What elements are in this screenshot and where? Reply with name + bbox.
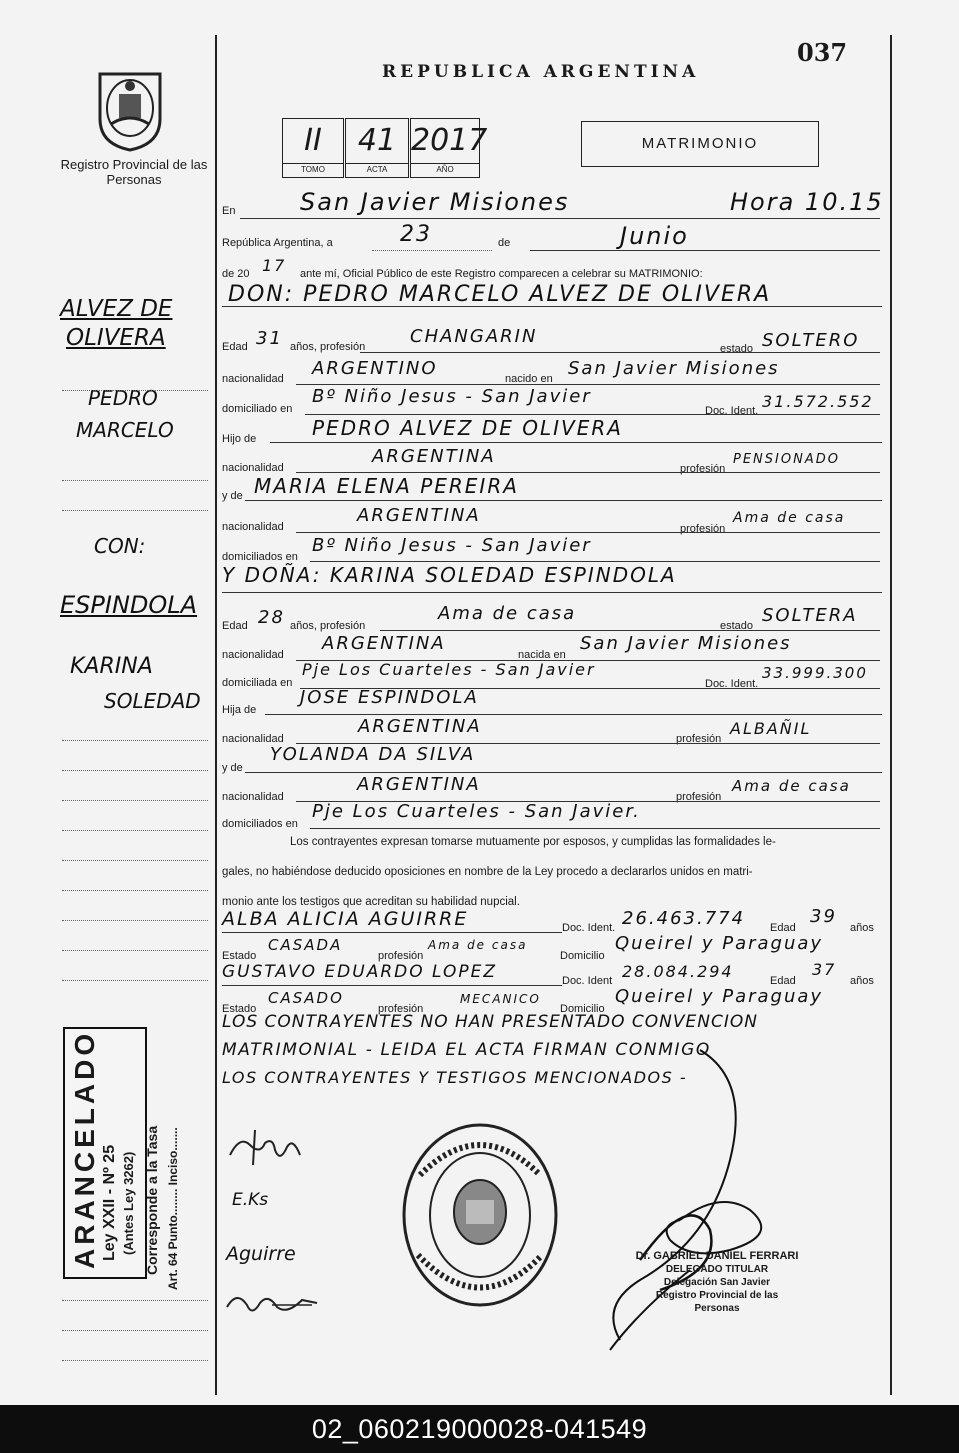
witness1-doc-label: Doc. Ident. [562,922,616,934]
arancelado-stamp [63,1027,147,1279]
spouse2-doc-label: Doc. Ident. [705,678,759,690]
spouse1-doc: 31.572.552 [762,392,874,411]
witness2-doc-label: Doc. Ident [562,975,613,987]
hour-value: Hora 10.15 [730,188,884,216]
intro-text: ante mí, Oficial Público de este Registro comparecen a celebrar su MATRIMONIO: [300,268,703,280]
spouse1-hijo-label: Hijo de [222,433,257,445]
margin-guide-1 [62,390,208,391]
spouse1-doms-rule [310,561,880,562]
spouse2-dom-label: domiciliada en [222,677,293,689]
place-rule [240,218,880,219]
year-suffix-value: 17 [262,256,287,275]
anio-label: AÑO [410,163,480,178]
spouse2-father-nat: ARGENTINA [358,716,482,737]
margin-surname1-a: ALVEZ DE [60,296,173,322]
witness1-anios-label: años [850,922,874,934]
day-value: 23 [400,222,432,247]
spouse2-father: JOSE ESPINDOLA [300,687,479,708]
witness1-doc: 26.463.774 [622,908,746,929]
spouse1-fnac-label: nacionalidad [222,462,284,474]
arancelado-title: ARANCELADO [69,1029,100,1269]
arancelado-tasa: Corresponde a la Tasa [144,1125,160,1275]
note-line-1: LOS CONTRAYENTES NO HAN PRESENTADO CONVENCION [222,1012,758,1032]
spouse2-father-prof: ALBAÑIL [730,719,812,738]
spouse2-age: 28 [258,607,285,628]
body-line-1: Los contrayentes expresan tomarse mutuamente por esposos, y cumplidas las formalidades le- [290,836,776,848]
spouse1-parents-address: Bº Niño Jesus - San Javier [312,535,592,556]
signature-4-icon [222,1285,322,1325]
spouse1-edad-label: Edad [222,341,248,353]
arancelado-law: Ley XXII - Nº 25 [101,1144,118,1261]
spouse2-nac-label: nacionalidad [222,649,284,661]
margin-guide-14 [62,1330,208,1331]
margin-con: CON: [94,534,146,558]
spouse1-mother: MARIA ELENA PEREIRA [254,474,519,498]
body-line-3: monio ante los testigos que acreditan su habilidad nupcial. [222,896,520,908]
witness1-estado: CASADA [268,936,343,954]
spouse1-profesion-label: años, profesión [290,341,366,353]
margin-guide-11 [62,950,208,951]
witness1-edad-label: Edad [770,922,796,934]
spouse1-dom-label: domiciliado en [222,403,293,415]
spouse1-nac-rule [296,384,880,385]
spouse2-mprof-label: profesión [676,791,722,803]
arancelado-article: Art. 64 Punto........ Inciso....... [166,1127,180,1290]
margin-guide-13 [62,1300,208,1301]
witness1-prof-label: profesión [378,950,424,962]
left-border-line [215,35,217,1395]
officer-name: Dr. GABRIEL DANIEL FERRARI [635,1250,799,1262]
margin-guide-3 [62,510,208,511]
spouse2-fnac-label: nacionalidad [222,733,284,745]
margin-given1-b: MARCELO [76,418,174,442]
witness1-age: 39 [810,906,837,927]
witness2-address: Queirel y Paraguay [615,986,824,1007]
file-id-bar: 02_060219000028-041549 [0,1405,959,1453]
spouse1-estado: SOLTERO [762,330,860,351]
official-seal-icon [400,1120,560,1310]
spouse1-age: 31 [256,328,283,349]
margin-guide-9 [62,890,208,891]
spouse1-mother-rule [245,500,882,501]
day-rule [372,250,492,251]
spouse1-dom-rule [305,414,880,415]
spouse1-nac-label: nacionalidad [222,373,284,385]
witness2-anios-label: años [850,975,874,987]
witness2-edad-label: Edad [770,975,796,987]
acta-value: 41 [345,118,409,164]
spouse2-estado: SOLTERA [762,605,858,626]
spouse2-mother-nat: ARGENTINA [357,774,481,795]
witness1-estado-label: Estado [222,950,257,962]
spouse2-profession: Ama de casa [438,603,577,624]
spouse2-estado-label: estado [720,620,754,632]
spouse2-fprof-label: profesión [676,733,722,745]
page-number: 037 [797,38,848,67]
de-label: de [498,237,511,249]
margin-guide-8 [62,860,208,861]
witness2-prof-label: profesión [378,1003,424,1015]
spouse1-born: San Javier Misiones [568,358,780,379]
spouse2-name-rule [222,592,882,593]
spouse2-name: Y DOÑA: KARINA SOLEDAD ESPINDOLA [222,563,677,587]
margin-guide-12 [62,980,208,981]
witness2-estado: CASADO [268,989,344,1007]
spouse1-fprof-label: profesión [680,463,726,475]
witness1-address: Queirel y Paraguay [615,933,824,954]
spouse1-mother-prof: Ama de casa [733,510,846,526]
witness2-doc: 28.084.294 [622,962,734,981]
registry-caption: Registro Provincial de las Personas [60,157,208,187]
witness2-estado-label: Estado [222,1003,257,1015]
spouse1-nationality: ARGENTINO [312,358,438,379]
margin-guide-6 [62,800,208,801]
spouse2-mnac-label: nacionalidad [222,791,284,803]
officer-block [632,1250,802,1315]
margin-guide-15 [62,1360,208,1361]
anio-value: 2017 [410,118,480,164]
witness2-profession: MECANICO [460,992,541,1006]
signature-1-icon [225,1125,305,1175]
tomo-value: II [282,118,344,164]
officer-title: DELEGADO TITULAR [665,1264,769,1275]
spouse1-nacido-label: nacido en [505,373,553,385]
spouse2-edad-label: Edad [222,620,248,632]
spouse1-father: PEDRO ALVEZ DE OLIVERA [312,416,623,440]
note-line-3: LOS CONTRAYENTES Y TESTIGOS MENCIONADOS - [222,1068,688,1087]
spouse2-doms-rule [310,828,880,829]
spouse1-age-rule [360,352,880,353]
witness2-name-rule [222,985,562,986]
spouse2-hija-label: Hija de [222,704,257,716]
arancelado-old-law: (Antes Ley 3262) [121,1151,136,1255]
month-rule [530,250,880,251]
margin-guide-7 [62,830,208,831]
witness2-dom-label: Domicilio [560,1003,605,1015]
spouse2-mother-rule [245,772,882,773]
officer-delegation: Delegación San Javier [663,1277,771,1288]
witness2-age: 37 [812,960,837,979]
spouse2-mother-prof: Ama de casa [732,777,851,795]
spouse2-yde-label: y de [222,762,243,774]
spouse1-doc-label: Doc. Ident. [705,405,759,417]
note-line-2: MATRIMONIAL - LEIDA EL ACTA FIRMAN CONMIGO [222,1040,711,1060]
margin-guide-10 [62,920,208,921]
spouse2-age-rule [380,630,880,631]
spouse1-name: DON: PEDRO MARCELO ALVEZ DE OLIVERA [228,282,772,307]
spouse2-born: San Javier Misiones [580,633,792,654]
country-heading: REPUBLICA ARGENTINA [382,62,700,82]
margin-guide-4 [62,740,208,741]
witness1-profession: Ama de casa [428,938,528,952]
spouse1-name-rule [222,306,882,307]
spouse1-father-nat: ARGENTINA [372,446,496,467]
margin-given1-a: PEDRO [88,386,158,410]
margin-given2-a: KARINA [70,654,153,679]
witness1-dom-label: Domicilio [560,950,605,962]
signature-2: E.Ks [232,1190,269,1210]
en-label: En [222,205,236,217]
republica-label: República Argentina, a [222,237,333,249]
margin-given2-b: SOLEDAD [104,689,201,713]
spouse1-address: Bº Niño Jesus - San Javier [312,386,592,407]
margin-surname1-b: OLIVERA [66,325,166,351]
witness1-name-rule [222,932,562,933]
spouse2-doc: 33.999.300 [762,664,868,682]
spouse1-mprof-label: profesión [680,523,726,535]
margin-guide-5 [62,770,208,771]
spouse1-father-prof: PENSIONADO [733,452,840,467]
tomo-label: TOMO [282,163,344,178]
witness1-name: ALBA ALICIA AGUIRRE [222,908,469,930]
spouse2-profesion-label: años, profesión [290,620,366,632]
spouse1-father-rule [270,442,882,443]
spouse1-mnac-rule [296,532,880,533]
spouse1-doms-label: domiciliados en [222,551,298,563]
misiones-crest-icon [95,64,165,152]
spouse2-address: Pje Los Cuarteles - San Javier [302,660,596,679]
spouse2-father-rule [265,714,882,715]
month-value: Junio [620,222,689,250]
spouse1-profession: CHANGARIN [410,326,538,347]
signature-3: Aguirre [226,1243,296,1265]
year-prefix-label: de 20 [222,268,250,280]
body-line-2: gales, no habiéndose deducido oposiciones en nombre de la Ley procedo a declararlos unidos en matri- [222,866,753,878]
right-border-line [890,35,892,1395]
spouse2-doms-label: domiciliados en [222,818,298,830]
spouse1-yde-label: y de [222,490,243,502]
document-type-box: MATRIMONIO [581,121,819,167]
spouse2-nacida-label: nacida en [518,649,566,661]
acta-label: ACTA [345,163,409,178]
spouse1-mother-nat: ARGENTINA [357,505,481,526]
place-value: San Javier Misiones [300,188,570,216]
margin-guide-2 [62,480,208,481]
spouse2-parents-address: Pje Los Cuarteles - San Javier. [312,801,641,822]
spouse1-estado-label: estado [720,343,754,355]
margin-surname2: ESPINDOLA [60,591,198,619]
spouse1-fnac-rule [296,472,880,473]
spouse2-nationality: ARGENTINA [322,633,446,654]
spouse1-mnac-label: nacionalidad [222,521,284,533]
officer-registry: Registro Provincial de las Personas [655,1290,779,1314]
witness2-name: GUSTAVO EDUARDO LOPEZ [222,962,497,982]
spouse2-mother: YOLANDA DA SILVA [270,744,476,765]
